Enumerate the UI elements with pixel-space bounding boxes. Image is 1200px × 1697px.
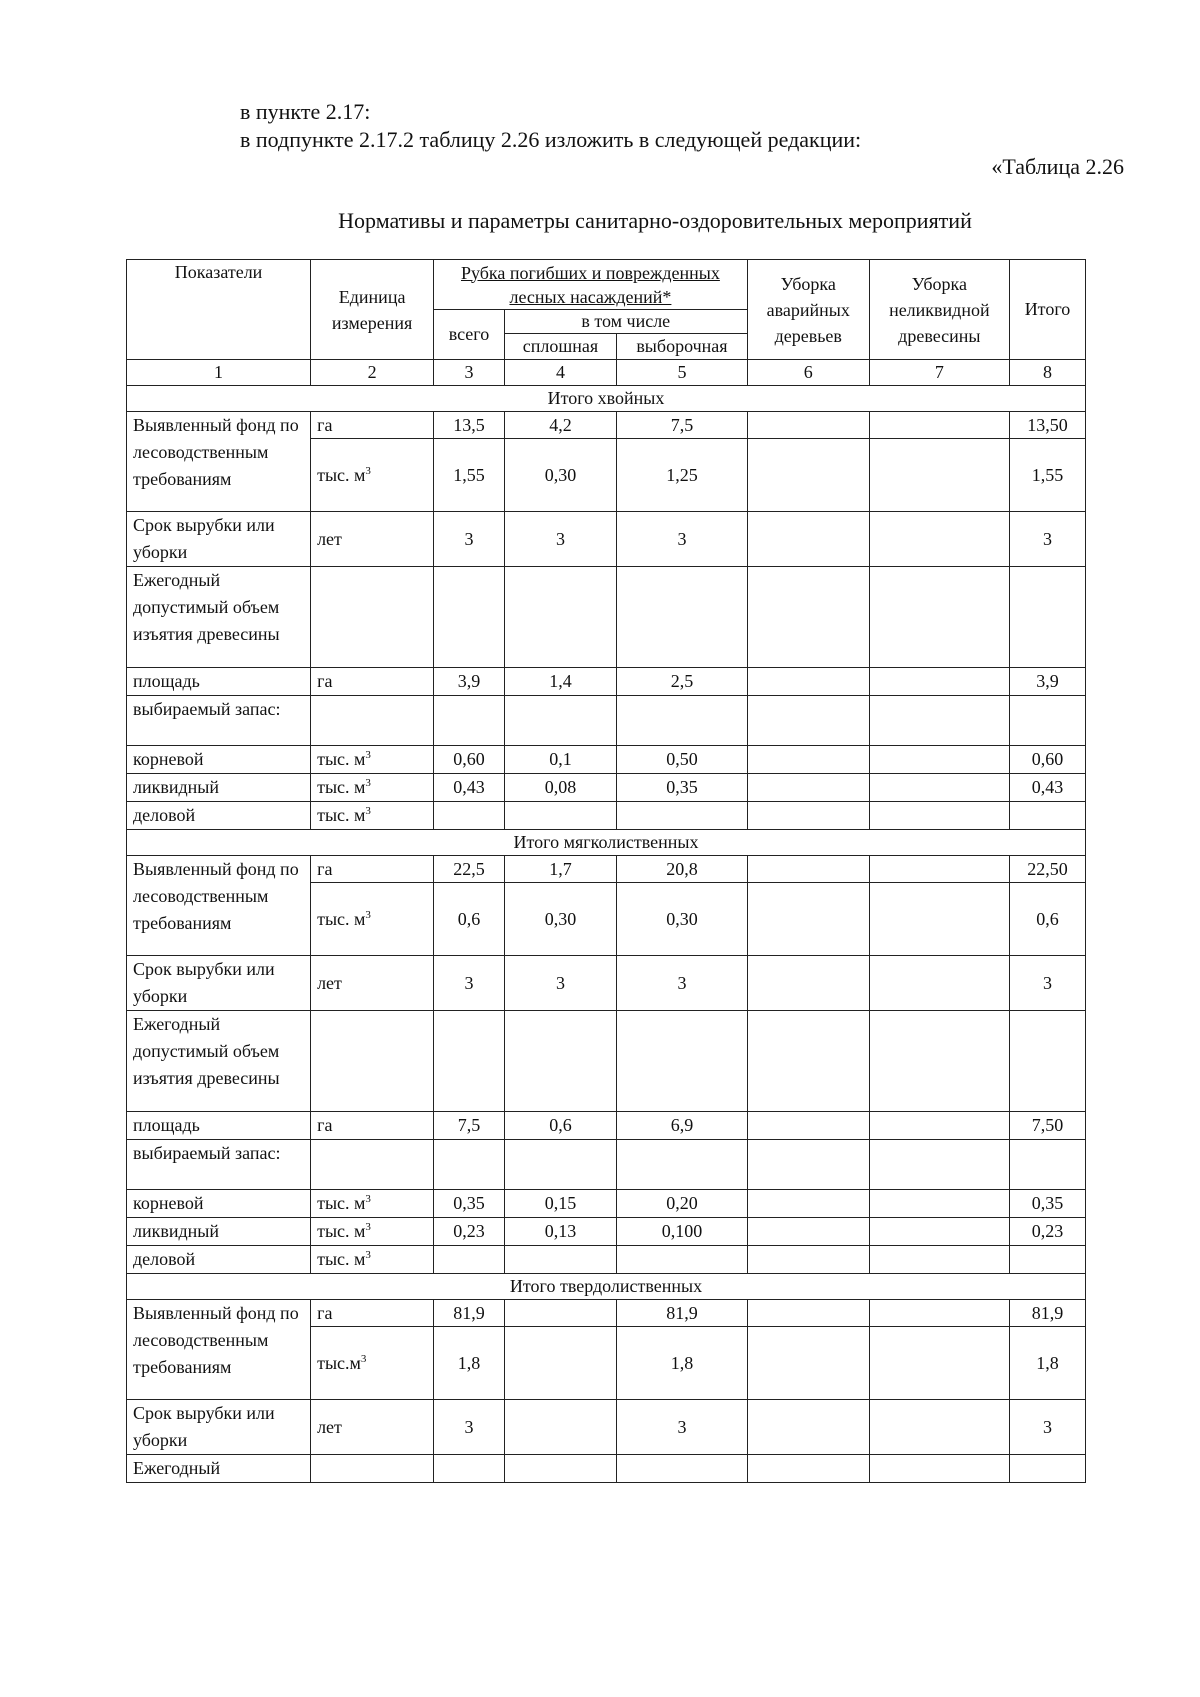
value-cell: 1,25: [617, 439, 748, 512]
value-cell: 7,50: [1009, 1112, 1085, 1140]
value-cell: [617, 802, 748, 830]
value-cell: [869, 1327, 1009, 1400]
indicator-label: Срок вырубки или уборки: [127, 956, 311, 1011]
table-row: [127, 1190, 1086, 1218]
value-cell: 3: [504, 512, 616, 567]
col-number: 6: [747, 360, 869, 386]
indicator-label: Срок вырубки или уборки: [127, 1400, 311, 1455]
superscript: 3: [365, 464, 371, 477]
table-row: [127, 1112, 1086, 1140]
value-cell: [747, 1246, 869, 1274]
superscript: 3: [365, 1249, 371, 1261]
value-cell: [1009, 567, 1085, 668]
value-cell: [504, 567, 616, 668]
unit-cell: [311, 1011, 434, 1112]
table-reference: «Таблица 2.26: [991, 154, 1124, 179]
unit-cell: га: [311, 1112, 434, 1140]
value-cell: [504, 1246, 616, 1274]
value-cell: [869, 956, 1009, 1011]
unit-text: тыс. м: [317, 749, 366, 769]
value-cell: [869, 439, 1009, 512]
value-cell: [747, 774, 869, 802]
value-cell: 3,9: [1009, 668, 1085, 696]
table-row: [127, 696, 1086, 746]
unit-cell: [311, 439, 434, 512]
header-unit: Единица измерения: [311, 260, 434, 360]
indicator-label: ликвидный: [127, 774, 311, 802]
value-cell: 0,30: [504, 883, 616, 956]
table-row: [127, 1218, 1086, 1246]
value-cell: 0,35: [1009, 1190, 1085, 1218]
table-row: [127, 412, 1086, 439]
unit-cell: [311, 802, 434, 830]
unit-cell: [311, 1455, 434, 1483]
indicator-label: Срок вырубки или уборки: [127, 512, 311, 567]
indicator-label: деловой: [127, 1246, 311, 1274]
value-cell: 0,100: [617, 1218, 748, 1246]
value-cell: [617, 1455, 748, 1483]
indicator-label: корневой: [127, 1190, 311, 1218]
value-cell: [1009, 1140, 1085, 1190]
value-cell: [434, 1455, 505, 1483]
section-header-row: [127, 1274, 1086, 1300]
unit-cell: га: [311, 1300, 434, 1327]
value-cell: 6,9: [617, 1112, 748, 1140]
header-sploshnaya: сплошная: [504, 334, 616, 360]
value-cell: 1,4: [504, 668, 616, 696]
value-cell: [504, 1455, 616, 1483]
indicator-label: выбираемый запас:: [127, 696, 311, 746]
value-cell: 3: [1009, 512, 1085, 567]
table-row: [127, 746, 1086, 774]
value-cell: [747, 883, 869, 956]
unit-text: тыс. м: [317, 1221, 366, 1241]
superscript: 3: [365, 805, 371, 817]
value-cell: [869, 774, 1009, 802]
indicator-label: площадь: [127, 1112, 311, 1140]
unit-text: тыс. м: [317, 1249, 366, 1269]
table-row: [127, 774, 1086, 802]
value-cell: [747, 1011, 869, 1112]
section-title: Итого хвойных: [127, 386, 1086, 412]
value-cell: [869, 1300, 1009, 1327]
value-cell: 0,30: [617, 883, 748, 956]
header-v-tom-chisle: в том числе: [504, 310, 747, 334]
value-cell: 1,7: [504, 856, 616, 883]
unit-text: тыс. м: [317, 1193, 366, 1213]
superscript: 3: [365, 777, 371, 789]
value-cell: 1,8: [434, 1327, 505, 1400]
value-cell: 0,1: [504, 746, 616, 774]
unit-cell: га: [311, 856, 434, 883]
value-cell: [434, 567, 505, 668]
unit-cell: [311, 1140, 434, 1190]
value-cell: [434, 1246, 505, 1274]
section-title: Итого мягколиственных: [127, 830, 1086, 856]
intro-line-2: в подпункте 2.17.2 таблицу 2.26 изложить в следующей редакции:: [240, 127, 862, 152]
unit-cell: лет: [311, 1400, 434, 1455]
value-cell: 0,60: [434, 746, 505, 774]
value-cell: [1009, 1011, 1085, 1112]
value-cell: 4,2: [504, 412, 616, 439]
unit-cell: [311, 567, 434, 668]
value-cell: [869, 802, 1009, 830]
value-cell: [869, 696, 1009, 746]
unit-cell: [311, 1190, 434, 1218]
value-cell: 81,9: [434, 1300, 505, 1327]
value-cell: 3: [1009, 1400, 1085, 1455]
section-header-row: [127, 386, 1086, 412]
indicator-label: Выявленный фонд по лесоводственным требованиям: [127, 856, 311, 956]
unit-cell: [311, 1327, 434, 1400]
value-cell: 81,9: [617, 1300, 748, 1327]
table-row: [127, 1246, 1086, 1274]
unit-cell: га: [311, 668, 434, 696]
value-cell: 1,8: [1009, 1327, 1085, 1400]
superscript: 3: [365, 1221, 371, 1233]
unit-cell: [311, 696, 434, 746]
indicator-label: ликвидный: [127, 1218, 311, 1246]
value-cell: [504, 1327, 616, 1400]
indicator-label: деловой: [127, 802, 311, 830]
indicator-label: Ежегодный: [127, 1455, 311, 1483]
value-cell: 13,5: [434, 412, 505, 439]
value-cell: 1,55: [1009, 439, 1085, 512]
unit-cell: [311, 1246, 434, 1274]
table-row: [127, 1011, 1086, 1112]
section-title: Итого твердолиственных: [127, 1274, 1086, 1300]
value-cell: 3: [617, 512, 748, 567]
value-cell: 0,60: [1009, 746, 1085, 774]
table-row: [127, 1455, 1086, 1483]
col-number: 7: [869, 360, 1009, 386]
value-cell: [869, 1455, 1009, 1483]
value-cell: [434, 802, 505, 830]
value-cell: 2,5: [617, 668, 748, 696]
unit-cell: лет: [311, 512, 434, 567]
value-cell: [617, 1011, 748, 1112]
table-row: [127, 856, 1086, 883]
value-cell: [617, 567, 748, 668]
value-cell: [1009, 1455, 1085, 1483]
table-row: [127, 512, 1086, 567]
header-vyborochnaya: выборочная: [617, 334, 748, 360]
value-cell: [617, 696, 748, 746]
unit-text: тыс. м: [317, 777, 366, 797]
value-cell: 0,43: [1009, 774, 1085, 802]
unit-cell: [311, 746, 434, 774]
unit-cell: [311, 883, 434, 956]
value-cell: 0,08: [504, 774, 616, 802]
value-cell: [869, 1112, 1009, 1140]
value-cell: [869, 668, 1009, 696]
value-cell: [747, 696, 869, 746]
value-cell: 0,23: [434, 1218, 505, 1246]
value-cell: 3: [1009, 956, 1085, 1011]
unit-text: тыс. м: [317, 805, 366, 825]
value-cell: [869, 746, 1009, 774]
col-number: 4: [504, 360, 616, 386]
table-body: [127, 260, 1086, 1483]
value-cell: [434, 1140, 505, 1190]
value-cell: 0,35: [617, 774, 748, 802]
value-cell: 3: [617, 1400, 748, 1455]
value-cell: [869, 1400, 1009, 1455]
indicator-label: площадь: [127, 668, 311, 696]
value-cell: [504, 802, 616, 830]
table-row: [127, 1400, 1086, 1455]
value-cell: 0,43: [434, 774, 505, 802]
value-cell: [1009, 1246, 1085, 1274]
col-number: 1: [127, 360, 311, 386]
value-cell: [747, 1327, 869, 1400]
indicator-label: Ежегодный допустимый объем изъятия древесины: [127, 567, 311, 668]
header-nelikvid: Уборка неликвидной древесины: [869, 260, 1009, 360]
value-cell: 3,9: [434, 668, 505, 696]
intro-line-1: в пункте 2.17:: [240, 99, 371, 124]
value-cell: 0,6: [504, 1112, 616, 1140]
value-cell: [747, 1140, 869, 1190]
value-cell: [869, 1218, 1009, 1246]
superscript: 3: [365, 1193, 371, 1205]
value-cell: [869, 1190, 1009, 1218]
value-cell: [747, 1112, 869, 1140]
value-cell: [504, 1140, 616, 1190]
indicator-label: выбираемый запас:: [127, 1140, 311, 1190]
value-cell: 0,13: [504, 1218, 616, 1246]
column-numbers-row: [127, 360, 1086, 386]
table-row: [127, 956, 1086, 1011]
table-row: [127, 668, 1086, 696]
value-cell: [434, 1011, 505, 1112]
value-cell: 3: [504, 956, 616, 1011]
col-number: 8: [1009, 360, 1085, 386]
indicator-label: корневой: [127, 746, 311, 774]
unit-text: тыс. м: [317, 908, 366, 929]
value-cell: 0,6: [1009, 883, 1085, 956]
value-cell: 3: [617, 956, 748, 1011]
unit-cell: лет: [311, 956, 434, 1011]
value-cell: [747, 668, 869, 696]
value-cell: [869, 512, 1009, 567]
document-title: Нормативы и параметры санитарно-оздоровительных мероприятий: [338, 208, 972, 233]
value-cell: 1,55: [434, 439, 505, 512]
unit-cell: [311, 774, 434, 802]
table-row: [127, 567, 1086, 668]
value-cell: [747, 1190, 869, 1218]
value-cell: [747, 956, 869, 1011]
unit-cell: [311, 1218, 434, 1246]
value-cell: [747, 512, 869, 567]
unit-text: тыс.м: [317, 1352, 361, 1373]
col-number: 2: [311, 360, 434, 386]
value-cell: [434, 696, 505, 746]
table-row: [127, 1300, 1086, 1327]
indicator-label: Выявленный фонд по лесоводственным требованиям: [127, 412, 311, 512]
value-cell: 3: [434, 956, 505, 1011]
value-cell: [869, 412, 1009, 439]
header-avariynyh: Уборка аварийных деревьев: [747, 260, 869, 360]
value-cell: [747, 1300, 869, 1327]
value-cell: [747, 439, 869, 512]
table-row: [127, 1140, 1086, 1190]
value-cell: 0,23: [1009, 1218, 1085, 1246]
value-cell: 20,8: [617, 856, 748, 883]
value-cell: [869, 1246, 1009, 1274]
value-cell: 0,50: [617, 746, 748, 774]
value-cell: [747, 1400, 869, 1455]
indicator-label: Выявленный фонд по лесоводственным требованиям: [127, 1300, 311, 1400]
value-cell: [747, 746, 869, 774]
value-cell: [747, 567, 869, 668]
section-header-row: [127, 830, 1086, 856]
value-cell: 22,5: [434, 856, 505, 883]
value-cell: 0,35: [434, 1190, 505, 1218]
value-cell: 22,50: [1009, 856, 1085, 883]
value-cell: [504, 696, 616, 746]
value-cell: 0,15: [504, 1190, 616, 1218]
col-number: 3: [434, 360, 505, 386]
header-vsego: всего: [434, 310, 505, 360]
value-cell: [747, 802, 869, 830]
unit-cell: га: [311, 412, 434, 439]
norms-table: [126, 259, 1086, 1483]
value-cell: 0,6: [434, 883, 505, 956]
value-cell: 1,8: [617, 1327, 748, 1400]
value-cell: [747, 412, 869, 439]
unit-text: тыс. м: [317, 464, 366, 485]
col-number: 5: [617, 360, 748, 386]
superscript: 3: [360, 1352, 367, 1365]
value-cell: [747, 1218, 869, 1246]
header-rubka: Рубка погибших и поврежденных лесных насаждений*: [434, 260, 748, 310]
value-cell: 7,5: [434, 1112, 505, 1140]
value-cell: 0,30: [504, 439, 616, 512]
value-cell: [1009, 696, 1085, 746]
value-cell: 0,20: [617, 1190, 748, 1218]
value-cell: 3: [434, 1400, 505, 1455]
value-cell: [1009, 802, 1085, 830]
value-cell: [747, 856, 869, 883]
header-itogo: Итого: [1009, 260, 1085, 360]
value-cell: [869, 856, 1009, 883]
value-cell: 7,5: [617, 412, 748, 439]
value-cell: [869, 567, 1009, 668]
indicator-label: Ежегодный допустимый объем изъятия древесины: [127, 1011, 311, 1112]
superscript: 3: [365, 908, 371, 921]
superscript: 3: [365, 749, 371, 761]
header-pokazateli: Показатели: [127, 260, 311, 360]
value-cell: 3: [434, 512, 505, 567]
value-cell: [869, 1011, 1009, 1112]
table-row: [127, 802, 1086, 830]
value-cell: 81,9: [1009, 1300, 1085, 1327]
value-cell: [617, 1140, 748, 1190]
value-cell: [504, 1011, 616, 1112]
value-cell: [504, 1300, 616, 1327]
value-cell: 13,50: [1009, 412, 1085, 439]
value-cell: [869, 883, 1009, 956]
value-cell: [617, 1246, 748, 1274]
value-cell: [504, 1400, 616, 1455]
value-cell: [747, 1455, 869, 1483]
value-cell: [869, 1140, 1009, 1190]
